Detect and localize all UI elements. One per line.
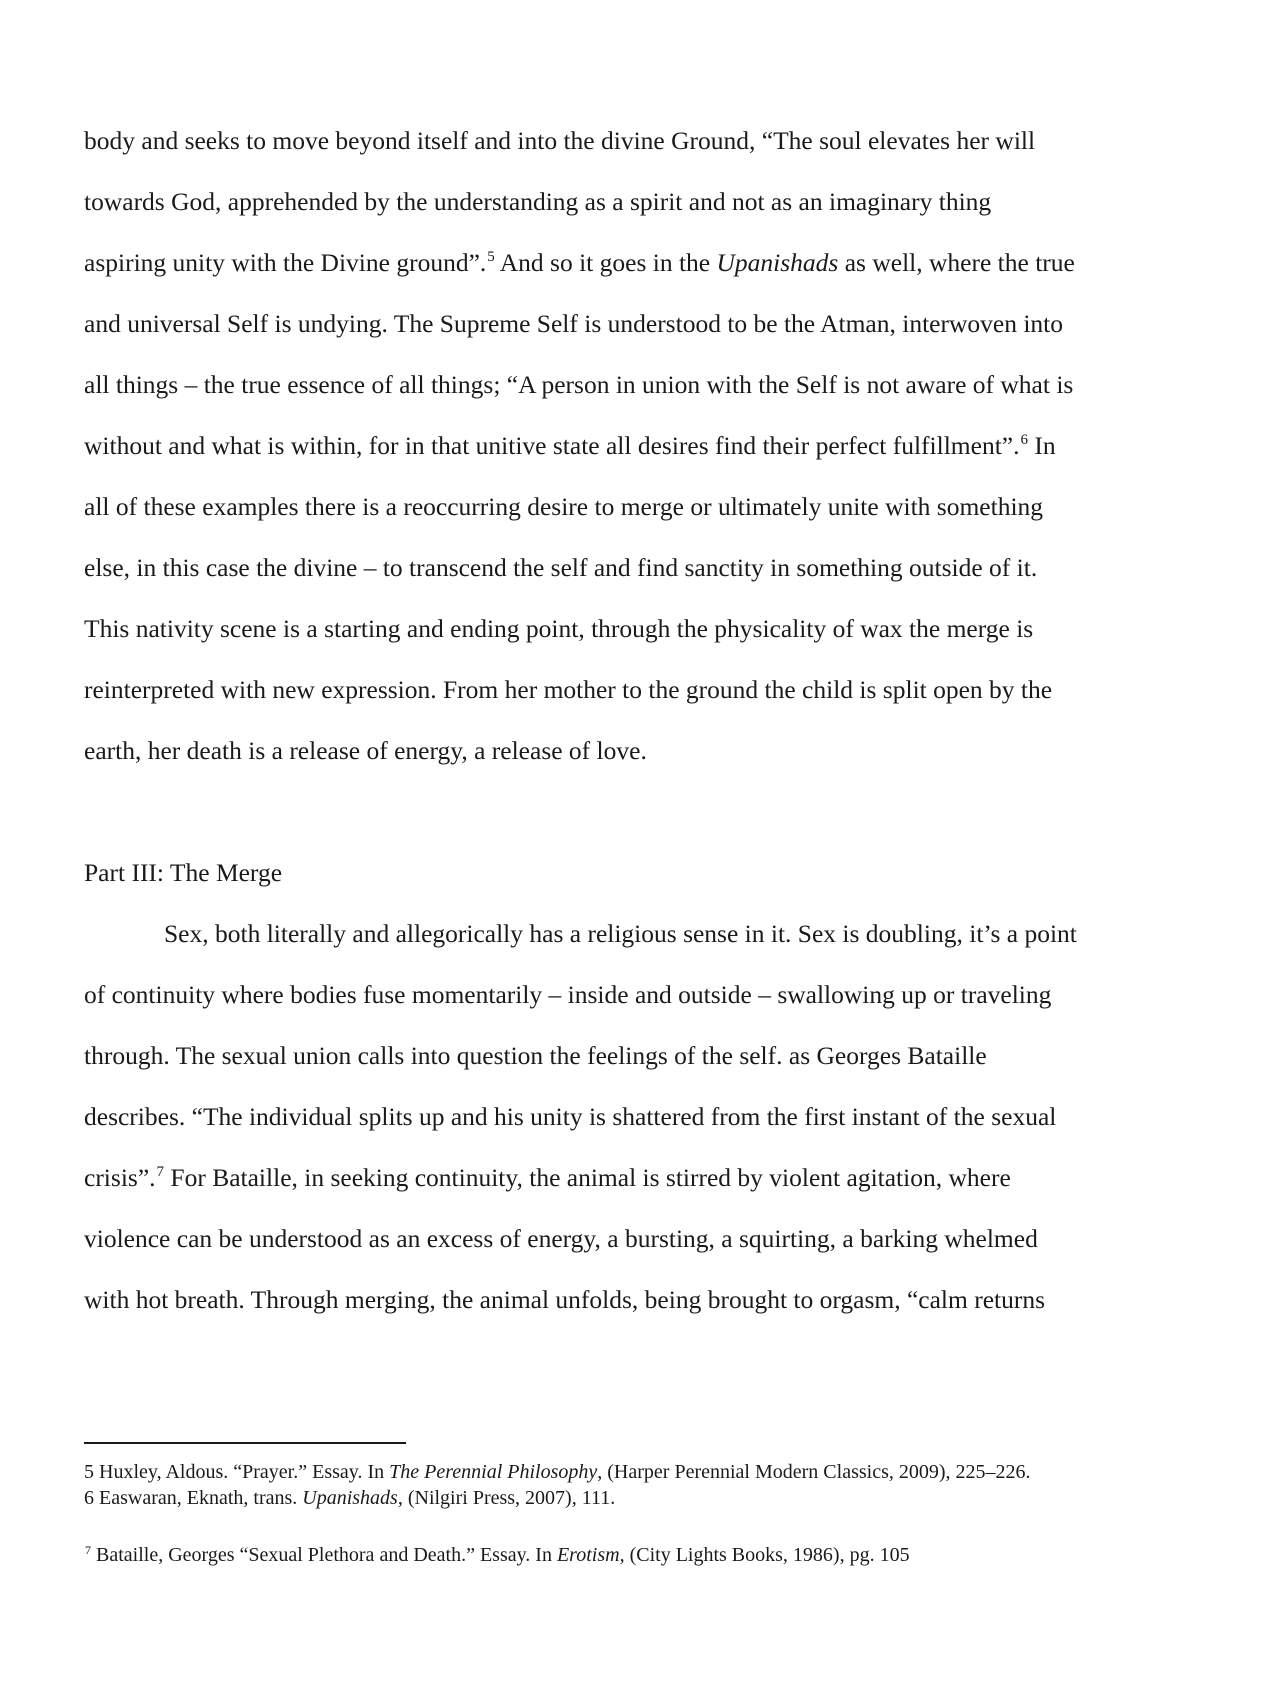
footnote-title: The Perennial Philosophy — [389, 1461, 598, 1483]
body-line: violence can be understood as an excess of energy, a bursting, a squirting, a barking whelmed — [84, 1224, 1038, 1253]
body-line — [84, 431, 1056, 465]
footnote-6 — [84, 1486, 615, 1510]
footnote-mark: 7 — [85, 1543, 91, 1557]
footnote-ref-7[interactable]: 7 — [156, 1164, 165, 1180]
body-line: towards God, apprehended by the understanding as a spirit and not as an imaginary thing — [84, 187, 992, 216]
footnote-text: , (City Lights Books, 1986), pg. 105 — [619, 1544, 910, 1566]
footnote-text: , (Harper Perennial Modern Classics, 2009), 225–226. — [597, 1461, 1031, 1483]
footnote-ref-6[interactable]: 6 — [1020, 432, 1028, 448]
body-line: reinterpreted with new expression. From her mother to the ground the child is split open by the — [84, 675, 1053, 704]
body-line: else, in this case the divine – to transcend the self and find sanctity in something outside of it. — [84, 553, 1038, 582]
footnote-separator — [84, 1442, 406, 1444]
body-text: In — [1027, 431, 1056, 460]
footnote-text: , (Nilgiri Press, 2007), 111. — [397, 1487, 616, 1509]
body-text: crisis”. — [84, 1163, 156, 1192]
footnote-5 — [84, 1460, 1031, 1484]
body-text: aspiring unity with the Divine ground”. — [84, 248, 487, 277]
section-heading: Part III: The Merge — [84, 858, 283, 887]
footnote-text: Bataille, Georges “Sexual Plethora and Death.” Essay. In — [91, 1544, 557, 1566]
body-line — [84, 248, 1075, 282]
footnote-title: Upanishads — [302, 1487, 398, 1509]
body-line: earth, her death is a release of energy, a release of love. — [84, 736, 647, 765]
footnote-7 — [84, 1543, 910, 1569]
body-line: and universal Self is undying. The Supreme Self is understood to be the Atman, interwoven into — [84, 309, 1063, 338]
body-line: body and seeks to move beyond itself and into the divine Ground, “The soul elevates her will — [84, 126, 1036, 155]
body-line: through. The sexual union calls into question the feelings of the self. as Georges Bataille — [84, 1041, 987, 1070]
body-text: For Bataille, in seeking continuity, the animal is stirred by violent agitation, where — [164, 1163, 1011, 1192]
body-line — [84, 1163, 1011, 1197]
footnote-ref-5[interactable]: 5 — [487, 249, 495, 265]
body-line: describes. “The individual splits up and his unity is shattered from the first instant of the sexual — [84, 1102, 1057, 1131]
body-line: Sex, both literally and allegorically has a religious sense in it. Sex is doubling, it’s a point — [164, 919, 1077, 948]
body-line: all of these examples there is a reoccurring desire to merge or ultimately unite with something — [84, 492, 1044, 521]
body-line: with hot breath. Through merging, the animal unfolds, being brought to orgasm, “calm returns — [84, 1285, 1046, 1314]
body-line: all things – the true essence of all things; “A person in union with the Self is not aware of what is — [84, 370, 1074, 399]
footnote-text: 5 Huxley, Aldous. “Prayer.” Essay. In — [84, 1461, 390, 1483]
body-text: And so it goes in the — [494, 248, 717, 277]
body-text: without and what is within, for in that unitive state all desires find their perfect fulfillment”. — [84, 431, 1020, 460]
body-text: as well, where the true — [838, 248, 1075, 277]
body-line: This nativity scene is a starting and ending point, through the physicality of wax the merge is — [84, 614, 1034, 643]
body-line: of continuity where bodies fuse momentarily – inside and outside – swallowing up or traveling — [84, 980, 1052, 1009]
footnote-text: 6 Easwaran, Eknath, trans. — [84, 1487, 303, 1509]
italic-title: Upanishads — [716, 248, 839, 277]
footnote-title: Erotism — [556, 1544, 620, 1566]
